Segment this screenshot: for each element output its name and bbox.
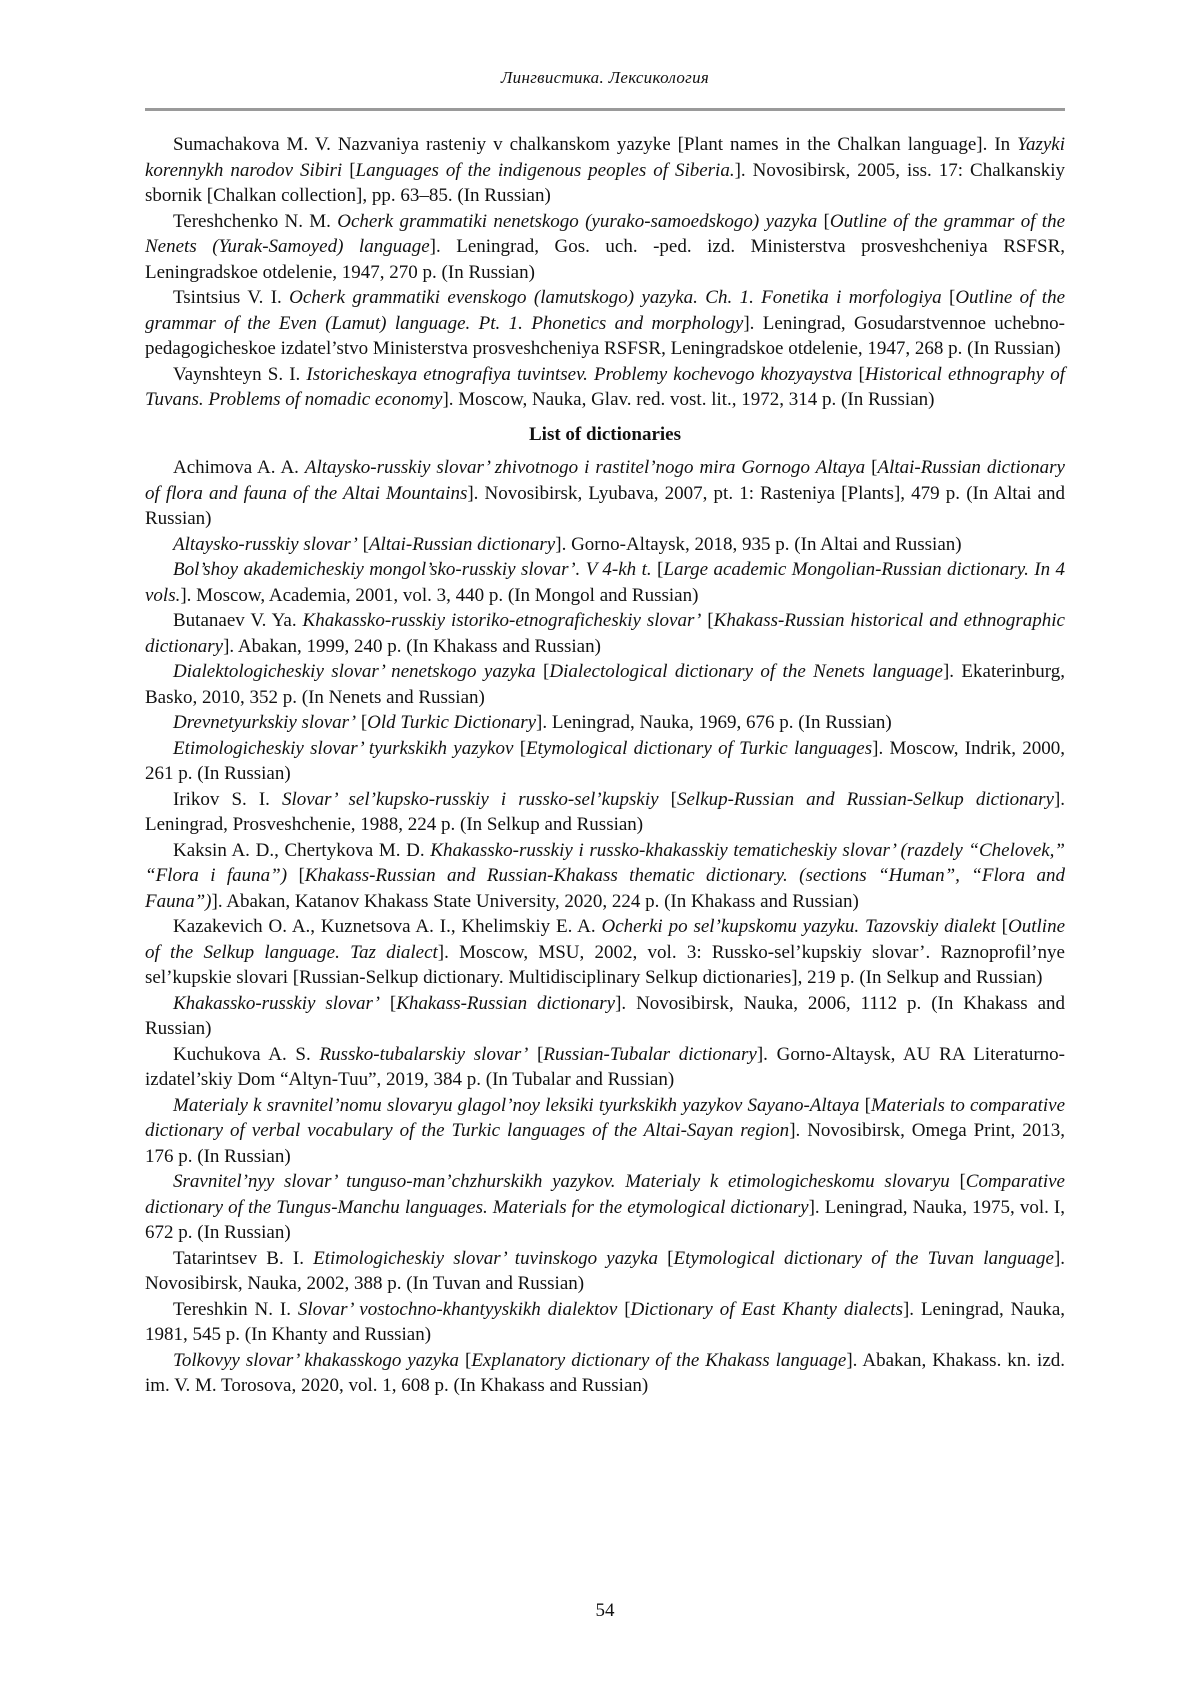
entry-title-italic: Etimologicheskiy slovar’ tuvinskogo yazyka: [313, 1247, 658, 1269]
entry-title-italic: Bol’shoy akademicheskiy mongol’sko-russkiy slovar’. V 4-kh t.: [173, 559, 652, 580]
entry-title-italic: Ocherk grammatiki nenetskogo (yurako-samoedskogo) yazyka: [337, 210, 818, 232]
entry-title-italic: Comparative dictionary of the Tungus-Manchu languages. Materials for the etymological dictionary: [145, 1171, 1065, 1218]
entry-text: Kaksin A. D., Chertykova M. D.: [173, 839, 431, 861]
entry-title-italic: Russko-tubalarskiy slovar’: [319, 1043, 529, 1065]
entry-title-italic: Etymological dictionary of the Tuvan language: [673, 1247, 1054, 1269]
dictionary-entry: [145, 736, 1065, 787]
entry-title-italic: Languages of the indigenous peoples of Siberia.: [355, 159, 735, 181]
entry-title-italic: Outline of the grammar of the Nenets (Yurak-Samoyed) language: [145, 210, 1066, 257]
entry-text: [: [287, 865, 305, 886]
entry-text: ]. Moscow, Indrik, 2000, 261 p. (In Russian): [145, 737, 1066, 784]
dictionary-entry: [145, 1169, 1065, 1246]
entry-title-italic: Dictionary of East Khanty dialects: [630, 1298, 903, 1320]
reference-entry: [145, 285, 1065, 362]
entry-text: ]. Leningrad, Nauka, 1969, 676 p. (In Russian): [536, 712, 892, 733]
dictionary-entry: [145, 455, 1065, 532]
entry-text: ]. Leningrad, Nauka, 1981, 545 p. (In Khanty and Russian): [145, 1298, 1066, 1345]
dictionary-entry: [145, 659, 1065, 710]
entry-text: Tatarintsev B. I.: [173, 1247, 314, 1269]
entry-text: [: [459, 1349, 472, 1371]
entry-text: [: [357, 533, 369, 555]
dictionary-entry: [145, 914, 1065, 991]
entry-text: ]. Moscow, MSU, 2002, vol. 3: Russko-sel’kupskiy slovar’. Raznoprofil’nye sel’kupskie slovari [Russian-Selkup dictionary. Multidisciplinary Selkup dictionaries], 219 p. (In Selkup and Russian): [145, 941, 1065, 988]
entry-text: [: [657, 1247, 674, 1269]
entry-text: [: [617, 1298, 631, 1320]
entry-title-italic: Khakassko-russkiy istoriko-etnograficheskiy slovar’: [302, 610, 702, 631]
entry-title-italic: Slovar’ vostochno-khantyyskikh dialektov: [297, 1298, 618, 1320]
entry-text: [: [379, 992, 397, 1014]
entry-title-italic: Dialektologicheskiy slovar’ nenetskogo yazyka: [173, 661, 536, 682]
entry-text: ]. Leningrad, Gosudarstvennoe uchebno-pedagogicheskoe izdatel’stvo Ministerstva prosveshcheniya RSFSR, Leningradskoe otdelenie, 1947, 268 p. (In Russian): [145, 312, 1066, 359]
entry-text: ]. Novosibirsk, Nauka, 2002, 388 p. (In Tuvan and Russian): [145, 1247, 1066, 1294]
dictionary-entry: [145, 787, 1065, 838]
running-head: Лингвистика. Лексикология: [500, 68, 710, 87]
entry-text: ]. Novosibirsk, 2005, iss. 17: Chalkanskiy sbornik [Chalkan collection], pp. 63–85. (In Russian): [145, 159, 1066, 206]
entry-text: [: [995, 916, 1009, 937]
entry-title-italic: Etimologicheskiy slovar’ tyurkskikh yazykov: [173, 737, 514, 759]
dictionary-entry: [145, 838, 1065, 915]
entry-title-italic: Khakass-Russian dictionary: [396, 992, 616, 1014]
entry-title-italic: Tolkovyy slovar’ khakasskogo yazyka: [173, 1349, 459, 1371]
entry-text: ]. Ekaterinburg, Basko, 2010, 352 p. (In Nenets and Russian): [145, 661, 1066, 708]
entry-title-italic: Ocherki po sel’kupskomu yazyku. Tazovskiy dialekt: [601, 916, 996, 937]
entry-text: Tereshchenko N. M.: [173, 210, 338, 232]
entry-title-italic: Dialectological dictionary of the Nenets language: [549, 661, 943, 682]
entry-title-italic: Altaysko-russkiy slovar’: [173, 533, 358, 555]
entry-text: [: [701, 610, 714, 631]
entry-text: [: [651, 559, 664, 580]
entry-text: [: [535, 661, 550, 682]
entry-text: [: [342, 159, 356, 181]
entry-title-italic: Khakass-Russian historical and ethnographic dictionary: [145, 610, 1065, 657]
entry-text: Kuchukova A. S.: [173, 1043, 320, 1065]
entry-text: [: [528, 1043, 544, 1065]
entry-text: Butanaev V. Ya.: [173, 610, 303, 631]
dictionaries-heading: List of dictionaries: [529, 423, 681, 445]
entry-title-italic: Altai-Russian dictionary: [368, 533, 556, 555]
entry-text: [: [949, 1171, 966, 1192]
entry-text: Vaynshteyn S. I.: [173, 363, 307, 385]
dictionary-entry: [145, 1042, 1065, 1093]
entry-text: [: [356, 712, 368, 733]
entry-text: [: [817, 210, 830, 232]
entry-title-italic: Altaysko-russkiy slovar’ zhivotnogo i rastitel’nogo mira Gornogo Altaya: [304, 457, 866, 478]
entry-text: [: [941, 287, 956, 308]
entry-text: ]. Leningrad, Prosveshchenie, 1988, 224 p. (In Selkup and Russian): [145, 788, 1066, 835]
reference-entry: [145, 132, 1065, 209]
dictionary-entry: [145, 1348, 1065, 1399]
dictionary-entry: [145, 608, 1065, 659]
entry-title-italic: Outline of the grammar of the Even (Lamut) language. Pt. 1. Phonetics and morphology: [145, 287, 1066, 334]
entry-title-italic: Istoricheskaya etnografiya tuvintsev. Problemy kochevogo khozyaystva: [306, 363, 853, 385]
entry-title-italic: Russian-Tubalar dictionary: [543, 1043, 757, 1065]
dictionary-entry: [145, 557, 1065, 608]
entry-title-italic: Ocherk grammatiki evenskogo (lamutskogo) yazyka. Ch. 1. Fonetika i morfologiya: [289, 287, 942, 308]
entry-text: ]. Novosibirsk, Nauka, 2006, 1112 p. (In Khakass and Russian): [145, 992, 1066, 1039]
dictionary-entry: [145, 1297, 1065, 1348]
entry-title-italic: Outline of the Selkup language. Taz dialect: [145, 916, 1066, 963]
entry-text: [: [852, 363, 865, 385]
entry-text: ]. Gorno-Altaysk, AU RA Literaturno-izdatel’skiy Dom “Altyn-Tuu”, 2019, 384 p. (In Tubalar and Russian): [145, 1043, 1066, 1090]
entry-text: [: [513, 737, 527, 759]
entry-text: ]. Abakan, 1999, 240 p. (In Khakass and Russian): [223, 635, 601, 657]
entry-title-italic: Selkup-Russian and Russian-Selkup dictionary: [676, 788, 1054, 810]
dictionary-entry: [145, 1246, 1065, 1297]
entry-title-italic: Altai-Russian dictionary of flora and fauna of the Altai Mountains: [145, 457, 1065, 504]
dictionary-entry: [145, 532, 1065, 558]
entry-text: [: [859, 1094, 871, 1116]
entry-text: Sumachakova M. V. Nazvaniya rasteniy v chalkanskom yazyke [Plant names in the Chalkan language]. In: [173, 134, 1018, 155]
entry-text: [: [865, 457, 878, 478]
entry-title-italic: Materials to comparative dictionary of verbal vocabulary of the Turkic languages of the Altai-Sayan region: [145, 1094, 1066, 1141]
entry-text: Kazakevich O. A., Kuznetsova A. I., Khelimskiy E. A.: [173, 916, 602, 937]
entry-title-italic: Large academic Mongolian-Russian dictionary. In 4 vols.: [145, 559, 1066, 606]
entry-text: Achimova A. A.: [173, 457, 305, 478]
dictionary-entry: [145, 991, 1065, 1042]
entry-text: ]. Novosibirsk, Lyubava, 2007, pt. 1: Rasteniya [Plants], 479 p. (In Altai and Russian): [145, 482, 1065, 529]
dictionary-entry: [145, 1093, 1065, 1170]
entry-text: ]. Gorno-Altaysk, 2018, 935 p. (In Altai and Russian): [555, 533, 962, 555]
entry-text: [: [658, 788, 677, 810]
entry-title-italic: Khakass-Russian and Russian-Khakass thematic dictionary. (sections “Human”, “Flora and Fauna”): [145, 865, 1065, 912]
entry-text: Irikov S. I.: [173, 788, 282, 810]
entry-text: ]. Abakan, Katanov Khakass State University, 2020, 224 p. (In Khakass and Russian): [211, 890, 859, 912]
entry-title-italic: Yazyki korennykh narodov Sibiri: [145, 134, 1065, 181]
entry-text: ]. Leningrad, Nauka, 1975, vol. I, 672 p. (In Russian): [145, 1196, 1065, 1243]
reference-entry: [145, 362, 1065, 413]
entry-title-italic: Historical ethnography of Tuvans. Problems of nomadic economy: [145, 363, 1065, 410]
entry-title-italic: Sravnitel’nyy slovar’ tunguso-man’chzhurskikh yazykov. Materialy k etimologicheskomu slovaryu: [173, 1171, 950, 1192]
entry-text: ]. Leningrad, Gos. uch. -ped. izd. Ministerstva prosveshcheniya RSFSR, Leningradskoe otdelenie, 1947, 270 p. (In Russian): [145, 236, 1065, 283]
page-number: 54: [595, 1600, 615, 1621]
entry-title-italic: Slovar’ sel’kupsko-russkiy i russko-sel’kupskiy: [281, 788, 659, 810]
references-list: [145, 132, 1065, 413]
dictionaries-list: [145, 455, 1065, 1399]
entry-title-italic: Etymological dictionary of Turkic languages: [526, 737, 873, 759]
entry-title-italic: Khakassko-russkiy i russko-khakasskiy tematicheskiy slovar’ (razdely “Chelovek,” “Flora i fauna”): [145, 839, 1066, 886]
page-body: [145, 132, 1065, 1399]
entry-title-italic: Khakassko-russkiy slovar’: [173, 992, 380, 1014]
entry-title-italic: Materialy k sravnitel’nomu slovaryu glagol’noy leksiki tyurkskikh yazykov Sayano-Altaya: [173, 1094, 860, 1116]
entry-text: ]. Abakan, Khakass. kn. izd. im. V. M. Torosova, 2020, vol. 1, 608 p. (In Khakass and Russian): [145, 1349, 1065, 1396]
entry-title-italic: Old Turkic Dictionary: [367, 712, 537, 733]
entry-text: ]. Moscow, Academia, 2001, vol. 3, 440 p. (In Mongol and Russian): [180, 584, 699, 606]
entry-text: ]. Novosibirsk, Omega Print, 2013, 176 p. (In Russian): [145, 1120, 1066, 1167]
entry-title-italic: Drevnetyurkskiy slovar’: [173, 712, 357, 733]
header-rule: [145, 108, 1065, 111]
entry-title-italic: Explanatory dictionary of the Khakass language: [471, 1349, 847, 1371]
reference-entry: [145, 209, 1065, 286]
entry-text: ]. Moscow, Nauka, Glav. red. vost. lit., 1972, 314 p. (In Russian): [442, 389, 935, 410]
entry-text: Tereshkin N. I.: [173, 1298, 298, 1320]
entry-text: Tsintsius V. I.: [173, 287, 290, 308]
dictionary-entry: [145, 710, 1065, 736]
